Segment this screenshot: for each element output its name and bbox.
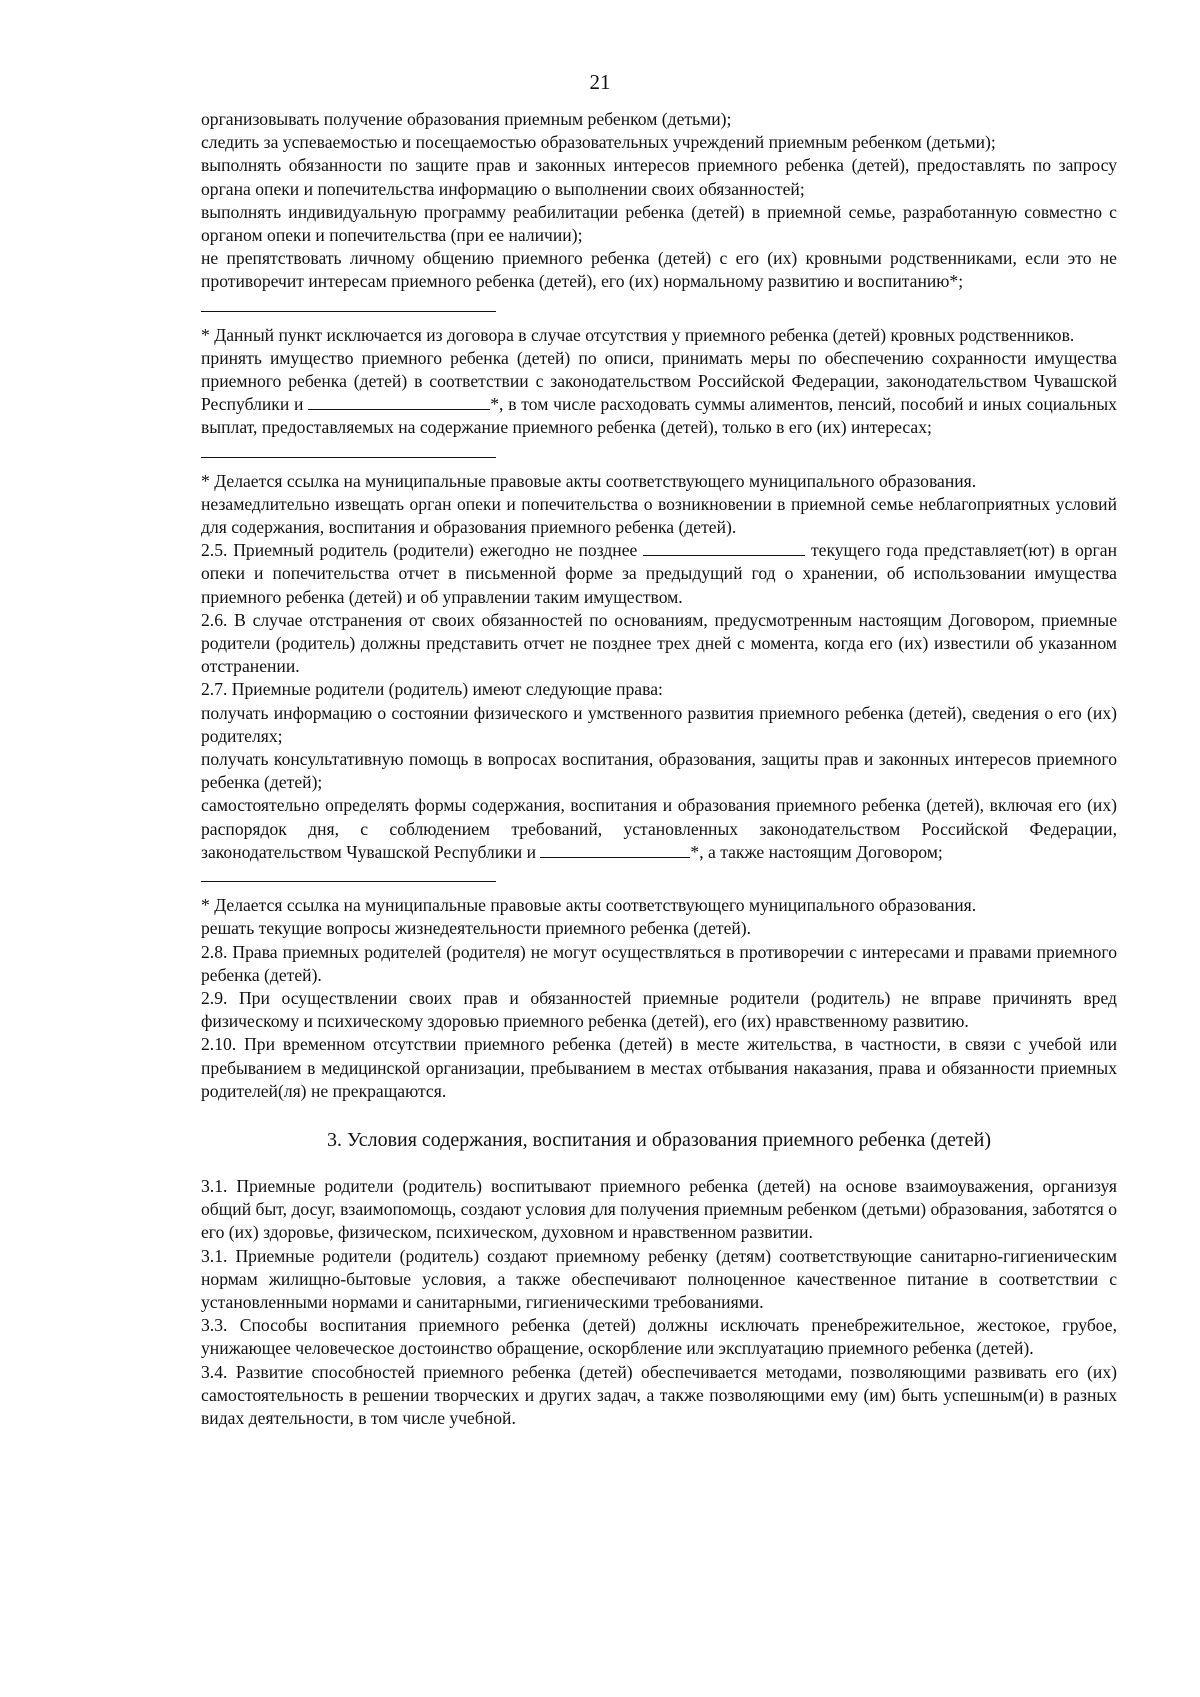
footnote: * Делается ссылка на муниципальные правовые акты соответствующего муниципального образования. bbox=[201, 895, 977, 916]
paragraph: получать консультативную помощь в вопросах воспитания, образования, защиты прав и законных интересов приемного ребенка (детей); bbox=[201, 749, 1117, 793]
paragraph: следить за успеваемостью и посещаемостью образовательных учреждений приемным ребенком (детьми); bbox=[201, 132, 996, 153]
footnote-divider bbox=[201, 457, 496, 458]
paragraph: выполнять индивидуальную программу реабилитации ребенка (детей) в приемной семье, разработанную совместно с органом опеки и попечительства (при ее наличии); bbox=[201, 201, 1117, 246]
paragraph bbox=[201, 539, 1117, 609]
paragraph: 3.1. Приемные родители (родитель) создают приемному ребенку (детям) соответствующие санитарно-гигиеническим нормам жилищно-бытовые условия, а также обеспечивают полноценное качественное питание в соответствии с установленными нормами и санитарными, гигиеническими требованиями. bbox=[201, 1245, 1117, 1312]
page-number: 21 bbox=[589, 70, 611, 94]
paragraph: решать текущие вопросы жизнедеятельности приемного ребенка (детей). bbox=[201, 918, 752, 939]
blank-field bbox=[643, 540, 805, 556]
paragraph: 2.9. При осуществлении своих прав и обязанностей приемные родители (родитель) не вправе причинять вред физическому и психическому здоровью приемного ребенка (детей), его (их) нравственному развитию. bbox=[201, 987, 1117, 1032]
paragraph-text: 2.5. Приемный родитель (родители) ежегодно не позднее bbox=[201, 540, 644, 561]
paragraph-text: принять имущество приемного ребенка (детей) по описи, принимать меры по обеспечению сохранности имущества приемного ребенка (детей) в соответствии с законодательством Российской Федерации, законодательством Чувашской Республики и bbox=[201, 347, 1117, 415]
paragraph-text: самостоятельно определять формы содержания, воспитания и образования приемного ребенка (детей), включая его (их) распорядок дня, с соблюдением требований, установленных законодательством Российской Федерации, законодательством Чувашской Республики и bbox=[201, 795, 1117, 862]
paragraph: не препятствовать личному общению приемного ребенка (детей) с его (их) кровными родственниками, если это не противоречит интересам приемного ребенка (детей), его (их) нормальному развитию и воспитанию*; bbox=[201, 248, 1117, 292]
paragraph: 2.7. Приемные родители (родитель) имеют следующие права: bbox=[201, 679, 663, 700]
paragraph: выполнять обязанности по защите прав и законных интересов приемного ребенка (детей), предоставлять по запросу органа опеки и попечительства информацию о выполнении своих обязанностей; bbox=[201, 155, 1117, 199]
paragraph: незамедлительно извещать орган опеки и попечительства о возникновении в приемной семье неблагоприятных условий для содержания, воспитания и образования приемного ребенка (детей). bbox=[201, 493, 1117, 538]
footnote: * Делается ссылка на муниципальные правовые акты соответствующего муниципального образования. bbox=[201, 470, 977, 491]
blank-field bbox=[540, 842, 690, 858]
paragraph: 3.3. Способы воспитания приемного ребенка (детей) должны исключать пренебрежительное, жестокое, грубое, унижающее человеческое достоинство обращение, оскорбление или эксплуатацию приемного ребенка (детей). bbox=[201, 1315, 1117, 1359]
paragraph-text: текущего года представляет(ют) в орган опеки и попечительства отчет в письменной форме за предыдущий год о хранении, об использовании имущества приемного ребенка (детей) и об управлении таким имуществом. bbox=[201, 540, 1117, 607]
paragraph: 2.6. В случае отстранения от своих обязанностей по основаниям, предусмотренным настоящим Договором, приемные родители (родитель) должны представить отчет не позднее трех дней с момента, когда его (их) известили об указанном отстранении. bbox=[201, 609, 1117, 677]
footnote-divider bbox=[201, 881, 496, 882]
paragraph: 2.8. Права приемных родителей (родителя) не могут осуществляться в противоречии с интересами и правами приемного ребенка (детей). bbox=[201, 941, 1117, 985]
paragraph bbox=[201, 794, 1117, 864]
paragraph bbox=[201, 347, 1117, 440]
paragraph: получать информацию о состоянии физического и умственного развития приемного ребенка (детей), сведения о его (их) родителях; bbox=[201, 702, 1117, 746]
paragraph-text: *, в том числе расходовать суммы алиментов, пенсий, пособий и иных социальных выплат, предоставляемых на содержание приемного ребенка (детей), только в его (их) интересах; bbox=[201, 394, 1117, 438]
paragraph: 3.4. Развитие способностей приемного ребенка (детей) обеспечивается методами, позволяющими развивать его (их) самостоятельность в решении творческих и других задач, а также позволяющими ему (им) быть успешным(и) в разных видах деятельности, в том числе учебной. bbox=[201, 1361, 1117, 1428]
paragraph: организовывать получение образования приемным ребенком (детьми); bbox=[201, 109, 732, 129]
footnote-divider bbox=[201, 311, 496, 312]
paragraph-text: *, а также настоящим Договором; bbox=[690, 841, 943, 862]
section-heading: 3. Условия содержания, воспитания и образования приемного ребенка (детей) bbox=[326, 1128, 992, 1151]
paragraph: 2.10. При временном отсутствии приемного ребенка (детей) в месте жительства, в частности, в связи с учебой или пребыванием в медицинской организации, пребыванием в местах отбывания наказания, права и обязанности приемных родителей(ля) не прекращаются. bbox=[201, 1034, 1117, 1101]
blank-field bbox=[308, 394, 490, 410]
document-body bbox=[201, 108, 1117, 1430]
paragraph: 3.1. Приемные родители (родитель) воспитывают приемного ребенка (детей) на основе взаимоуважения, организуя общий быт, досуг, взаимопомощь, создают условия для получения приемным ребенком (детьми) образования, заботятся о его (их) здоровье, физическом, психическом, духовном и нравственном развитии. bbox=[201, 1175, 1117, 1243]
footnote: * Данный пункт исключается из договора в случае отсутствия у приемного ребенка (детей) кровных родственников. bbox=[201, 324, 1075, 345]
